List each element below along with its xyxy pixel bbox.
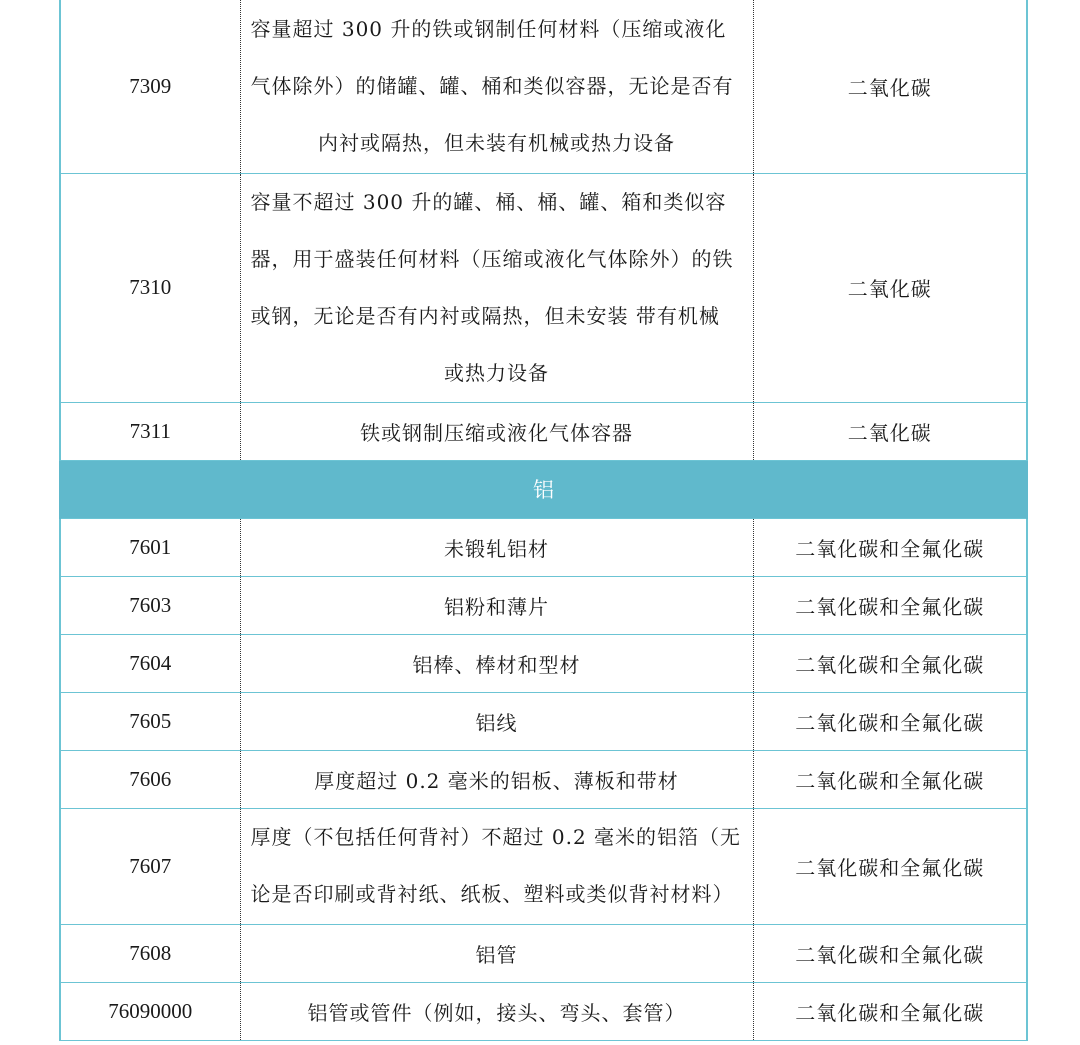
description-line: 厚度（不包括任何背衬）不超过 0.2 毫米的铝箔（无: [250, 825, 742, 849]
description-cell: 铁或钢制压缩或液化气体容器: [240, 402, 753, 460]
description-cell: 铝管: [240, 924, 753, 982]
gas-cell: 二氧化碳和全氟化碳: [753, 692, 1027, 750]
description-cell: 铝棒、棒材和型材: [240, 634, 753, 692]
gas-cell: 二氧化碳和全氟化碳: [753, 982, 1027, 1040]
table-row: [60, 750, 1027, 808]
description-cell: 铝粉和薄片: [240, 576, 753, 634]
hs-code-cell: 7605: [60, 692, 240, 750]
gas-cell: 二氧化碳: [753, 0, 1027, 173]
section-header-row: [60, 460, 1027, 518]
hs-code-cell: 7606: [60, 750, 240, 808]
description-cell: [240, 808, 753, 924]
description-line: 器，用于盛装任何材料（压缩或液化气体除外）的铁: [250, 246, 734, 271]
gas-cell: 二氧化碳和全氟化碳: [753, 518, 1027, 576]
goods-gas-table: [59, 0, 1028, 1041]
hs-code-cell: 7607: [60, 808, 240, 924]
table-row: [60, 402, 1027, 460]
table-row: [60, 808, 1027, 924]
hs-code-cell: 7311: [60, 402, 240, 460]
gas-cell: 二氧化碳和全氟化碳: [753, 924, 1027, 982]
table-row: [60, 0, 1027, 173]
gas-cell: 二氧化碳: [753, 402, 1027, 460]
hs-code-cell: 7310: [60, 173, 240, 402]
hs-code-cell: 76090000: [60, 982, 240, 1040]
description-cell: [240, 173, 753, 402]
hs-code-cell: 7604: [60, 634, 240, 692]
table-row: [60, 692, 1027, 750]
table-row: [60, 634, 1027, 692]
table-row: [60, 924, 1027, 982]
hs-code-cell: 7603: [60, 576, 240, 634]
description-line: 气体除外）的储罐、罐、桶和类似容器，无论是否有: [250, 73, 734, 98]
description-cell: 未锻轧铝材: [240, 518, 753, 576]
table-row: [60, 518, 1027, 576]
hs-code-cell: 7309: [60, 0, 240, 173]
description-cell: 铝线: [240, 692, 753, 750]
description-line: 或钢，无论是否有内衬或隔热，但未安装 带有机械: [250, 303, 720, 328]
description-line: 容量超过 300 升的铁或钢制任何材料（压缩或液化: [250, 16, 727, 41]
table-row: [60, 576, 1027, 634]
gas-cell: 二氧化碳和全氟化碳: [753, 576, 1027, 634]
description-cell: 铝管或管件（例如，接头、弯头、套管）: [240, 982, 753, 1040]
description-cell: 厚度超过 0.2 毫米的铝板、薄板和带材: [240, 750, 753, 808]
table-row: [60, 982, 1027, 1040]
gas-cell: 二氧化碳: [753, 173, 1027, 402]
description-cell: [240, 0, 753, 173]
description-line: 容量不超过 300 升的罐、桶、桶、罐、箱和类似容: [250, 189, 727, 214]
hs-code-cell: 7601: [60, 518, 240, 576]
table-row: [60, 173, 1027, 402]
description-line: 或热力设备: [444, 360, 549, 385]
gas-cell: 二氧化碳和全氟化碳: [753, 808, 1027, 924]
hs-code-cell: 7608: [60, 924, 240, 982]
gas-cell: 二氧化碳和全氟化碳: [753, 634, 1027, 692]
description-line: 论是否印刷或背衬纸、纸板、塑料或类似背衬材料）: [250, 882, 734, 906]
section-title: 铝: [60, 460, 1027, 518]
gas-cell: 二氧化碳和全氟化碳: [753, 750, 1027, 808]
description-line: 内衬或隔热，但未装有机械或热力设备: [318, 130, 675, 155]
